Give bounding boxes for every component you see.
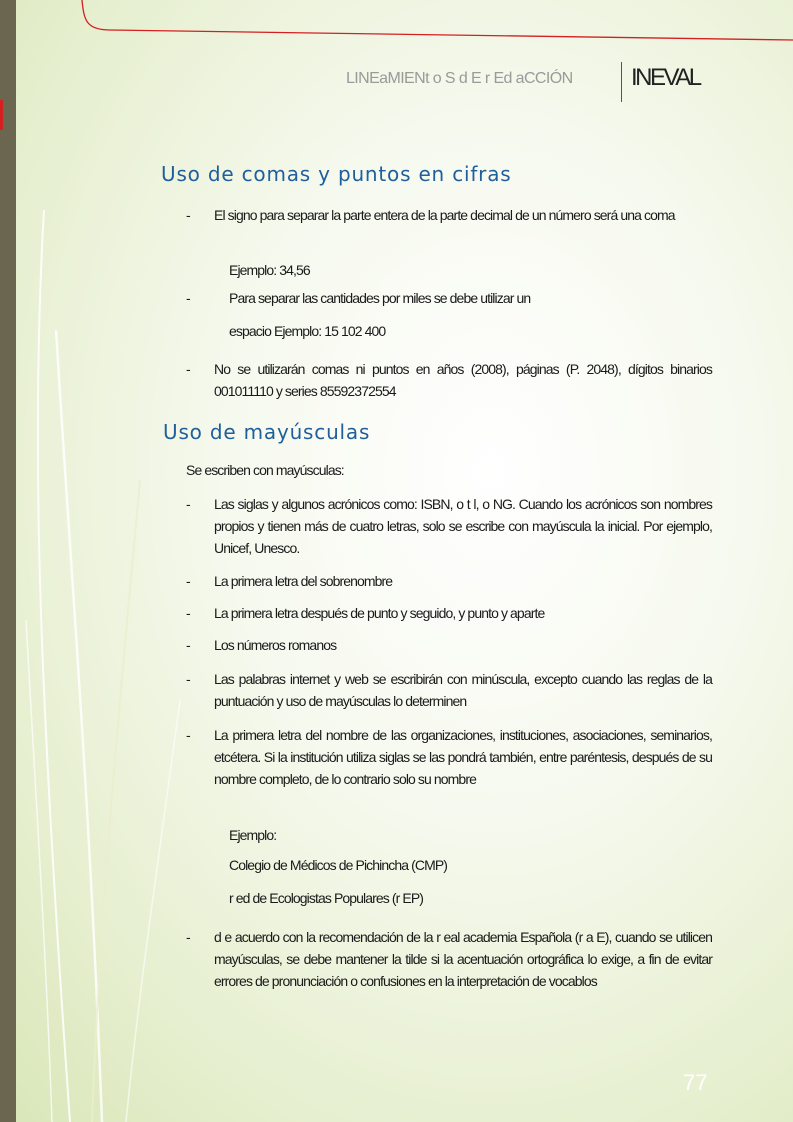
grass-stroke-4 (92, 480, 140, 1122)
grass-stroke-5 (126, 700, 180, 1122)
section-title-comas: Uso de comas y puntos en cifras (161, 162, 512, 186)
list-item (186, 926, 712, 992)
list-item-text: d e acuerdo con la recomendación de la r eal academia Española (r a E), cuando se utilicen mayúsculas, se debe mantener la tilde si la acentuación ortográfica lo exige, a fin de evitar errores de pronunciación o confusiones en la interpretación de vocablos (214, 929, 712, 989)
list-item (186, 602, 712, 624)
list-item-text: La primera letra del nombre de las organizaciones, instituciones, asociaciones, seminarios, etcétera. Si la institución utiliza siglas se las pondrá también, entre paréntesis, después de su nombre completo, de lo contrario solo su nombre (214, 727, 712, 787)
list-dash: - (186, 929, 190, 945)
list-dash: - (186, 496, 190, 512)
list-item-text: Los números romanos (214, 637, 337, 653)
list-item (186, 570, 712, 592)
list-item (186, 668, 712, 712)
top-red-curve (82, 0, 793, 40)
list-item (186, 724, 712, 790)
header-divider (621, 62, 622, 102)
grass-stroke-2 (56, 330, 102, 1122)
page-number: 77 (683, 1070, 708, 1095)
list-dash: - (186, 637, 190, 653)
example-thousands: espacio Ejemplo: 15 102 400 (229, 323, 386, 339)
list-item-text: La primera letra del sobrenombre (214, 573, 393, 589)
list-dash: - (186, 605, 190, 621)
list-dash: - (186, 671, 190, 687)
list-item (186, 634, 712, 656)
example-decimal: Ejemplo: 34,56 (229, 262, 310, 278)
list-item (186, 204, 712, 226)
section-intro: Se escriben con mayúsculas: (186, 462, 344, 478)
list-item (186, 358, 712, 402)
grass-stroke-3 (26, 620, 52, 1122)
list-item-text: Para separar las cantidades por miles se debe utilizar un (229, 290, 531, 306)
list-dash: - (186, 361, 190, 377)
example-line: r ed de Ecologistas Populares (r EP) (229, 890, 424, 906)
example-label: Ejemplo: (229, 827, 277, 843)
list-item-text: Las siglas y algunos acrónicos como: ISBN, o t l, o NG. Cuando los acrónicos son nombres propios y tienen más de cuatro letras, solo se escribe con mayúscula la inicial. Por ejemplo, Unicef, Unesco. (214, 496, 712, 556)
list-item-text: La primera letra después de punto y seguido, y punto y aparte (214, 605, 545, 621)
document-header-title: LINEaMIENt o S d E r Ed aCCIÓN (346, 70, 573, 87)
red-edge-mark (0, 100, 3, 130)
section-title-mayusculas: Uso de mayúsculas (163, 420, 371, 444)
ineval-logo: INEVAL (631, 64, 700, 91)
example-line: Colegio de Médicos de Pichincha (CMP) (229, 857, 448, 873)
list-item-text: El signo para separar la parte entera de la parte decimal de un número será una coma (214, 207, 675, 223)
list-item-text: Las palabras internet y web se escribirán con minúscula, excepto cuando las reglas de la puntuación y uso de mayúsculas lo determinen (214, 671, 712, 709)
list-dash: - (186, 727, 190, 743)
list-dash: - (186, 207, 190, 223)
grass-stroke-1 (38, 210, 70, 1122)
list-item (186, 493, 712, 559)
left-margin-bar (0, 0, 16, 1122)
list-item-text: No se utilizarán comas ni puntos en años (2008), páginas (P. 2048), dígitos binarios 001011110 y series 85592372554 (214, 361, 712, 399)
list-dash: - (186, 573, 190, 589)
list-dash: - (186, 290, 190, 306)
